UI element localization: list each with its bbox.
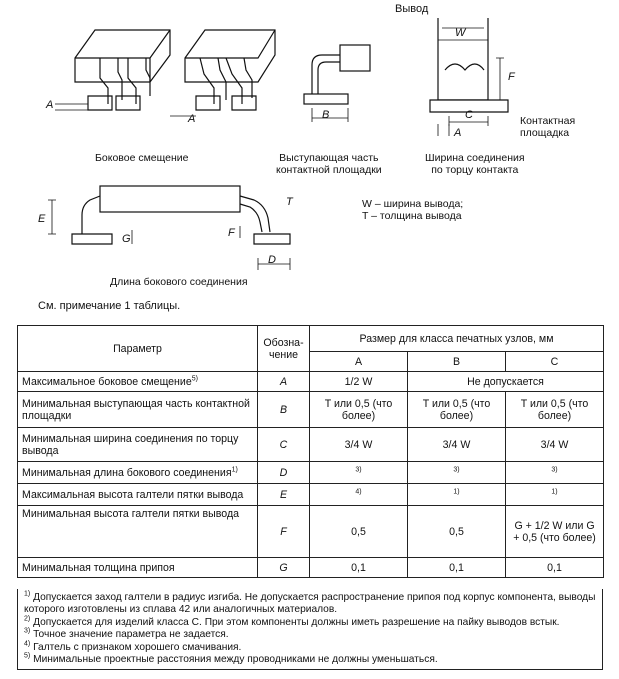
table-row: [18, 372, 604, 392]
caption-end-width-line1: Ширина соединения: [425, 152, 525, 164]
footnote-number: 2): [24, 615, 31, 623]
spec-table: [17, 325, 604, 578]
side-offset-figure: [55, 30, 275, 116]
caption-protrusion: [276, 152, 382, 176]
symbol-cell: B: [258, 392, 310, 428]
footnote-ref: 3): [453, 465, 460, 473]
footnote-number: 3): [24, 627, 31, 635]
footnote-text: Минимальные проектные расстояния между проводниками не должны уменьшаться.: [33, 654, 438, 666]
caption-end-width: [425, 152, 525, 176]
value-b: T или 0,5 (что более): [408, 392, 506, 428]
table-row: [18, 462, 604, 484]
caption-protrusion-line1: Выступающая часть: [279, 152, 379, 164]
symbol-cell: F: [258, 506, 310, 558]
footnote-text: Галтель с признаком хорошего смачивания.: [33, 641, 242, 653]
symbol-cell: A: [258, 372, 310, 392]
dim-t-label: T: [286, 196, 293, 208]
footnote-ref: 3): [355, 465, 362, 473]
dim-g-label: G: [122, 233, 131, 245]
param-cell: [18, 372, 258, 392]
caption-end-width-line2: по торцу контакта: [431, 164, 519, 176]
caption-side-offset: Боковое смещение: [95, 152, 189, 164]
value-b: 3/4 W: [408, 428, 506, 462]
footnote-2: [24, 617, 596, 629]
legend: [362, 198, 463, 222]
param-cell: [18, 462, 258, 484]
value-a: [310, 484, 408, 506]
param-cell: Максимальная высота галтели пятки вывода: [18, 484, 258, 506]
footnote-number: 1): [24, 590, 31, 598]
figure-area: [0, 0, 619, 300]
protrusion-figure: [304, 45, 370, 122]
footnote-5: [24, 654, 596, 666]
dim-f-label: F: [508, 71, 515, 83]
footnote-3: [24, 629, 596, 641]
footnote-number: 4): [24, 640, 31, 648]
header-size: Размер для класса печатных узлов, мм: [310, 326, 604, 352]
footnote-text: Точное значение параметра не задается.: [33, 629, 229, 641]
param-sup: 5): [191, 374, 198, 382]
value-c: 0,1: [506, 558, 604, 578]
value-c: 3/4 W: [506, 428, 604, 462]
header-param: Параметр: [18, 326, 258, 372]
dim-a2-label: A: [188, 113, 196, 125]
footnote-number: 5): [24, 652, 31, 660]
value-a: 3/4 W: [310, 428, 408, 462]
symbol-cell: D: [258, 462, 310, 484]
symbol-cell: G: [258, 558, 310, 578]
header-class-a: А: [310, 352, 408, 372]
footnote-1: [24, 592, 596, 617]
caption-side-length: Длина бокового соединения: [110, 276, 248, 288]
footnote-ref: 3): [551, 465, 558, 473]
footnote-text: Допускается для изделий класса С. При этом компоненты должны иметь разрешение на пайку выводов встык.: [33, 616, 560, 628]
param-cell: Минимальная высота галтели пятки вывода: [18, 506, 258, 558]
value-c: T или 0,5 (что более): [506, 392, 604, 428]
value-a: T или 0,5 (что более): [310, 392, 408, 428]
dim-c-label: C: [465, 109, 473, 121]
legend-w: W – ширина вывода;: [362, 198, 464, 210]
value-a: 0,1: [310, 558, 408, 578]
side-joint-figure: [48, 186, 290, 270]
dim-b-label: B: [322, 109, 330, 121]
value-a: 0,5: [310, 506, 408, 558]
symbol-cell: C: [258, 428, 310, 462]
param-cell: Минимальная ширина соединения по торцу вывода: [18, 428, 258, 462]
table-row: [18, 392, 604, 428]
value-c: G + 1/2 W или G + 0,5 (что более): [506, 506, 604, 558]
dim-w-label: W: [455, 27, 466, 39]
value-bc: Не допускается: [408, 372, 604, 392]
legend-t: T – толщина вывода: [362, 210, 462, 222]
lead-label: Вывод: [395, 3, 429, 15]
value-b: [408, 462, 506, 484]
footnote-ref: 1): [453, 487, 460, 495]
table-row: [18, 506, 604, 558]
footnotes: [17, 589, 603, 670]
param-sup: 1): [231, 465, 238, 473]
table-row: [18, 558, 604, 578]
value-c: [506, 462, 604, 484]
dim-f2-label: F: [228, 227, 235, 239]
symbol-cell: E: [258, 484, 310, 506]
footnote-4: [24, 642, 596, 654]
value-b: 0,1: [408, 558, 506, 578]
dim-a3-label: A: [454, 127, 462, 139]
dim-d-label: D: [268, 254, 276, 266]
value-a: 1/2 W: [310, 372, 408, 392]
pad-label: Контактная площадка: [520, 115, 576, 139]
table-row: [18, 428, 604, 462]
header-class-b: В: [408, 352, 506, 372]
param-text: Минимальная длина бокового соединения: [22, 466, 232, 479]
footnote-text: Допускается заход галтели в радиус изгиба. Не допускается распространение припоя под корпус компонента, выводы которого изготовлены из сплава 42 или аналогичных материалов.: [24, 592, 596, 616]
value-c: [506, 484, 604, 506]
header-symbol: Обозна- чение: [258, 326, 310, 372]
caption-protrusion-line2: контактной площадки: [276, 164, 382, 176]
see-note: См. примечание 1 таблицы.: [38, 300, 181, 312]
param-cell: Минимальная толщина припоя: [18, 558, 258, 578]
value-b: 0,5: [408, 506, 506, 558]
header-class-c: С: [506, 352, 604, 372]
value-b: [408, 484, 506, 506]
footnote-ref: 4): [355, 487, 362, 495]
param-text: Максимальное боковое смещение: [22, 375, 192, 388]
dim-e-label: E: [38, 213, 46, 225]
footnote-ref: 1): [551, 487, 558, 495]
table-row: [18, 484, 604, 506]
dim-a1-label: A: [46, 99, 54, 111]
value-a: [310, 462, 408, 484]
param-cell: Минимальная выступающая часть контактной площадки: [18, 392, 258, 428]
